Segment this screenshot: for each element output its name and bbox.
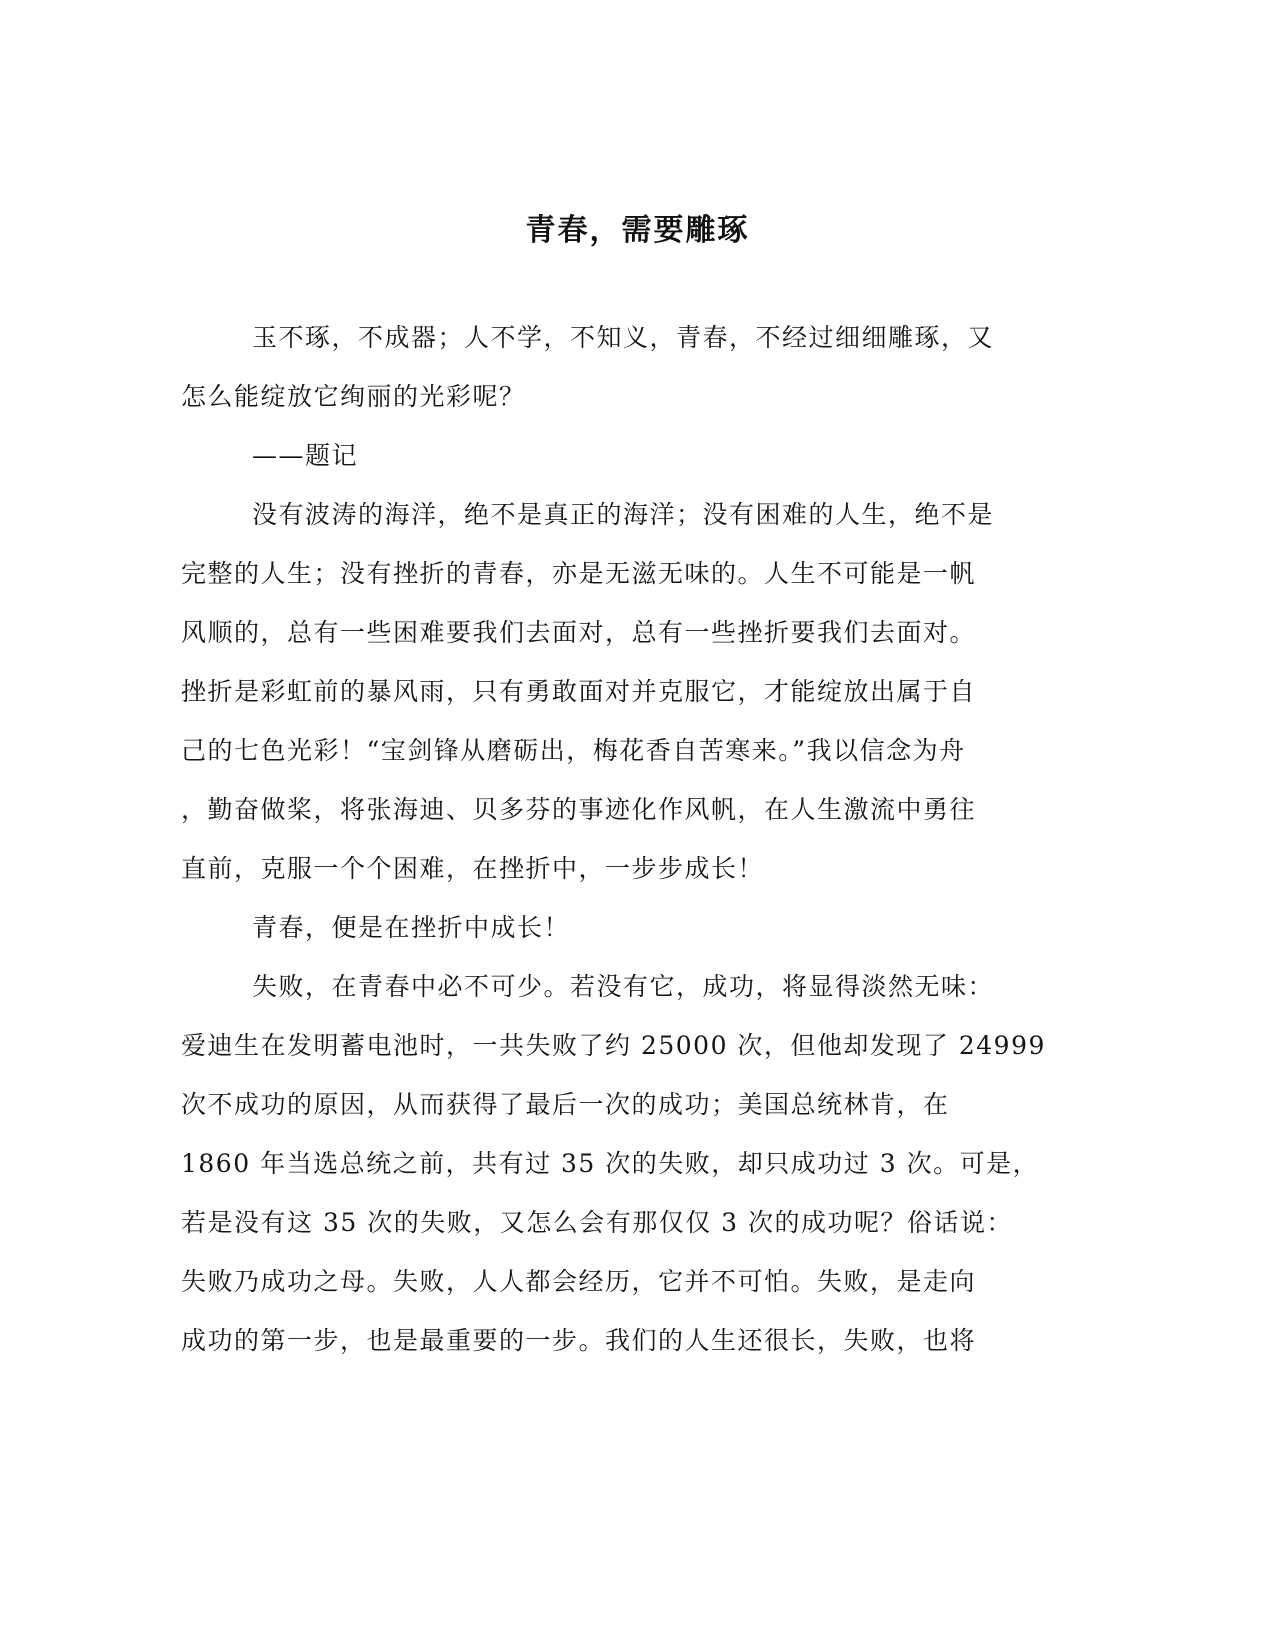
paragraph-line: 爱迪生在发明蓄电池时，一共失败了约 25000 次，但他却发现了 24999 xyxy=(181,1031,1046,1060)
paragraph-line: 1860 年当选总统之前，共有过 35 次的失败，却只成功过 3 次。可是， xyxy=(181,1149,1040,1178)
paragraph-line: 成功的第一步，也是最重要的一步。我们的人生还很长，失败，也将 xyxy=(181,1326,977,1355)
paragraph-line: 若是没有这 35 次的失败，又怎么会有那仅仅 3 次的成功呢？俗话说： xyxy=(181,1208,1014,1237)
paragraph-line: 失败，在青春中必不可少。若没有它，成功，将显得淡然无味： xyxy=(252,972,995,1001)
paragraph-line: 直前，克服一个个困难，在挫折中，一步步成长！ xyxy=(181,854,765,883)
paragraph-line: 玉不琢，不成器；人不学，不知义，青春，不经过细细雕琢，又 xyxy=(252,323,995,352)
paragraph-line: 己的七色光彩！“宝剑锋从磨砺出，梅花香自苦寒来。”我以信念为舟 xyxy=(181,736,966,765)
paragraph-line: 完整的人生；没有挫折的青春，亦是无滋无味的。人生不可能是一帆 xyxy=(181,559,977,588)
paragraph-line: 风顺的，总有一些困难要我们去面对，总有一些挫折要我们去面对。 xyxy=(181,618,977,647)
paragraph-line: 没有波涛的海洋，绝不是真正的海洋；没有困难的人生，绝不是 xyxy=(252,500,995,529)
paragraph-line: 失败乃成功之母。失败，人人都会经历，它并不可怕。失败，是走向 xyxy=(181,1267,977,1296)
epigraph-attribution: ——题记 xyxy=(252,441,359,470)
paragraph-line: 挫折是彩虹前的暴风雨，只有勇敢面对并克服它，才能绽放出属于自 xyxy=(181,677,977,706)
document-title: 青春，需要雕琢 xyxy=(525,213,750,248)
paragraph-line: 怎么能绽放它绚丽的光彩呢？ xyxy=(181,382,526,411)
paragraph-line: 次不成功的原因，从而获得了最后一次的成功；美国总统林肯，在 xyxy=(181,1090,950,1119)
paragraph-line: ，勤奋做桨，将张海迪、贝多芬的事迹化作风帆，在人生激流中勇往 xyxy=(181,795,977,824)
paragraph-line: 青春，便是在挫折中成长！ xyxy=(252,913,571,942)
